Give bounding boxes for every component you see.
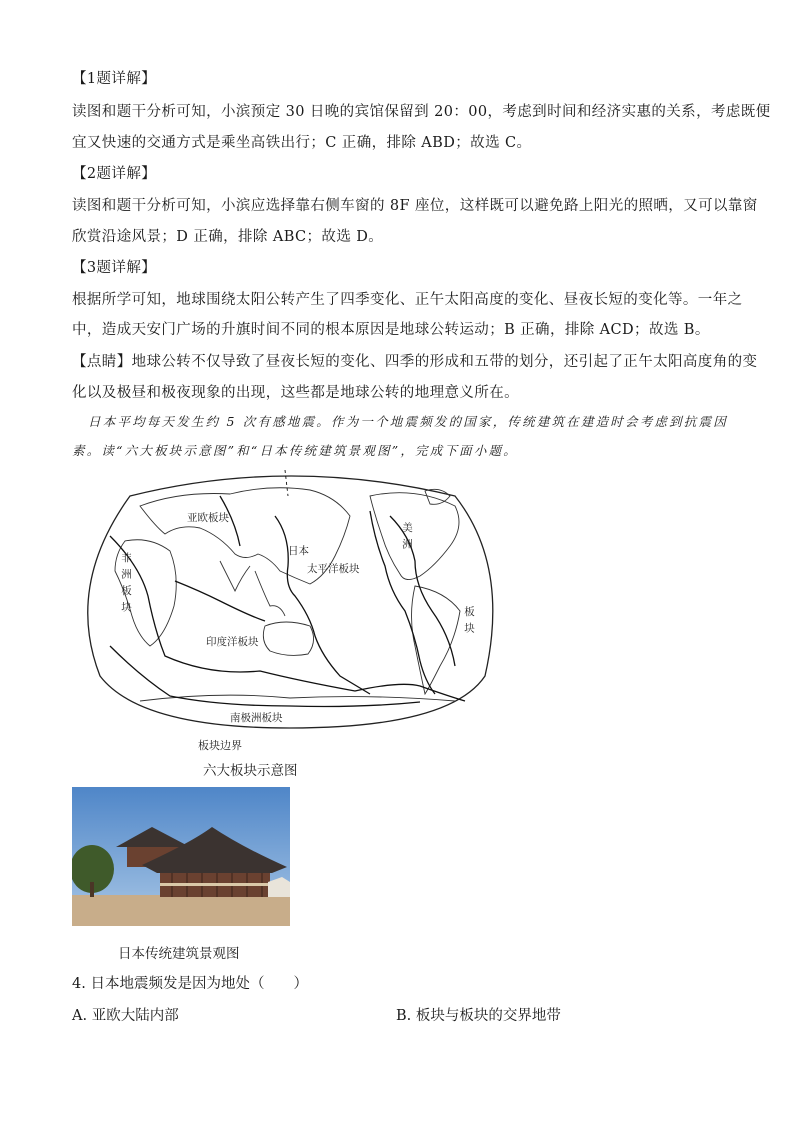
map-caption: 六大板块示意图 (203, 763, 298, 779)
building-illustration (72, 787, 290, 926)
intro-line2: 素。读“六大板块示意图”和“日本传统建筑景观图”，完成下面小题。 (72, 443, 518, 458)
ground (72, 895, 290, 926)
tip-line1: 【点睛】地球公转不仅导致了昼夜长短的变化、四季的形成和五带的划分，还引起了正午太阳高度角的变 (72, 354, 758, 370)
japanese-building-photo (72, 787, 290, 926)
map-legend-text: 板块边界 (198, 739, 242, 752)
plate-map (70, 466, 515, 736)
tip-line2: 化以及极昼和极夜现象的出现，这些都是地球公转的地理意义所在。 (72, 385, 519, 401)
label-eurasian-plate: 亚欧板块 (187, 512, 229, 524)
label-american-plate: 美洲 (401, 522, 413, 555)
question4-stem: 4. 日本地震频发是因为地处（ ） (72, 976, 308, 992)
label-antarctic-plate: 南极洲板块 (230, 712, 283, 724)
q2-text-line1: 读图和题干分析可知，小滨应选择靠右侧车窗的 8F 座位，这样既可以避免路上阳光的照晒，又可以靠窗 (72, 198, 758, 214)
q3-heading: 【3题详解】 (72, 260, 157, 276)
q2-heading: 【2题详解】 (72, 166, 157, 182)
option-a[interactable]: A. 亚欧大陆内部 (72, 1008, 179, 1024)
label-japan: 日本 (288, 545, 309, 557)
label-american-plate-2: 板块 (463, 606, 475, 639)
photo-caption: 日本传统建筑景观图 (118, 946, 240, 962)
q2-text-line2: 欣赏沿途风景；D 正确，排除 ABC；故选 D。 (72, 229, 384, 245)
label-african-plate: 非洲板块 (120, 552, 132, 618)
option-b[interactable]: B. 板块与板块的交界地带 (396, 1008, 561, 1024)
q3-text-line1: 根据所学可知，地球围绕太阳公转产生了四季变化、正午太阳高度的变化、昼夜长短的变化等。一年之 (72, 292, 743, 308)
intro-line1: 日本平均每天发生约 5 次有感地震。作为一个地震频发的国家，传统建筑在建造时会考虑到抗震因 (88, 414, 728, 429)
q1-text-line2: 宜又快速的交通方式是乘坐高铁出行；C 正确，排除 ABD；故选 C。 (72, 135, 532, 151)
q1-text-line1: 读图和题干分析可知，小滨预定 30 日晚的宾馆保留到 20：00，考虑到时间和经济实惠的关系，考虑既便 (72, 104, 771, 120)
q3-text-line2: 中，造成天安门广场的升旗时间不同的根本原因是地球公转运动；B 正确，排除 ACD；故选 B。 (72, 322, 710, 338)
label-pacific-plate: 太平洋板块 (307, 563, 360, 575)
label-indian-plate: 印度洋板块 (206, 636, 259, 648)
q1-heading: 【1题详解】 (72, 71, 157, 87)
plate-map-drawing (70, 466, 515, 736)
